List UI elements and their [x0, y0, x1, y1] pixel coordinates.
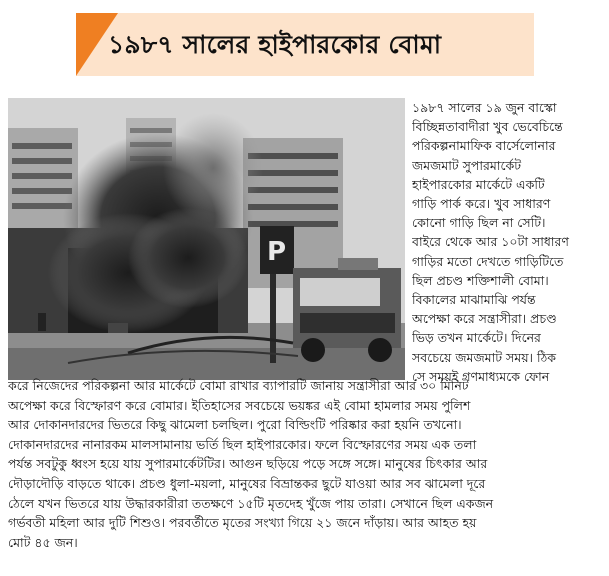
body-line: অপেক্ষা করে বিস্ফোরণ করে বোমার। ইতিহাসের সবচেয়ে ভয়ঙ্কর এই বোমা হামলার সময় পুলিশ [8, 397, 471, 413]
body-line: হাইপারকোর মার্কেটে একটি [412, 176, 545, 192]
body-line: বাইরে থেকে আর ১০টা সাধারণ [412, 234, 569, 250]
body-line: জমজমাট সুপারমার্কেট [412, 157, 522, 173]
body-line: মোট ৪৫ জন। [8, 534, 78, 550]
bombing-photo-drawing [8, 98, 405, 380]
body-line: ভিড় তখন মার্কেটে। দিনের [412, 330, 541, 346]
body-line: করে নিজেদের পরিকল্পনা আর মার্কেটে বোমা রাখার ব্যাপারটি জানায় সন্ত্রাসীরা আর ৩০ মিনিট [8, 378, 469, 393]
body-line: সবচেয়ে জমজমাট সময়। ঠিক [412, 349, 557, 365]
body-line: অপেক্ষা করে সন্ত্রাসীরা। প্রচণ্ড [412, 311, 557, 327]
article-body-column [412, 98, 604, 386]
body-line: সে সময়ই গণমাধ্যমকে ফোন [412, 368, 550, 384]
body-line: দৌড়াদৌড়ি বাড়তে থাকে। প্রচণ্ড ধুলা-ময়লা, মানুষের বিভ্রান্তকর ছুটে যাওয়া আর সব ঝামেলা দূরে [8, 475, 486, 491]
parking-sign-letter: P [267, 237, 287, 267]
article-title: ১৯৮৭ সালের হাইপারকোর বোমা [108, 30, 442, 59]
article-body-wide [8, 376, 604, 552]
body-line: কোনো গাড়ি ছিল না সেটি। [412, 215, 546, 231]
body-line: ছিল প্রচণ্ড শক্তিশালী বোমা। [412, 272, 549, 288]
body-line: পর্যন্ত সবটুকু ধ্বংস হয়ে যায় সুপারমার্কেটটির। আগুন ছড়িয়ে পড়ে সঙ্গে সঙ্গে। মানুষের চিৎকার আর [8, 456, 488, 472]
body-line: দোকানদারদের নানারকম মালসামানায় ভর্তি ছিল হাইপারকোর। ফলে বিস্ফোরণের সময় এক তলা [8, 436, 477, 452]
body-line: গাড়ি পার্ক করে। খুব সাধারণ [412, 196, 551, 212]
body-line: ঠেলে যখন ভিতরে যায় উদ্ধারকারীরা ততক্ষণে ১৫টি মৃতদেহ খুঁজে পায় তারা। সেখানে ছিল একজন [8, 495, 494, 511]
body-line: পরিকল্পনামাফিক বার্সেলোনার [412, 138, 556, 154]
body-line: বিকালের মাঝামাঝি পর্যন্ত [412, 292, 536, 308]
body-line: ১৯৮৭ সালের ১৯ জুন বাস্কো [412, 100, 557, 115]
body-line: গর্ভবতী মহিলা আর দুটি শিশুও। পরবর্তীতে মৃতের সংখ্যা গিয়ে ২১ জনে দাঁড়ায়। আর আহত হয় [8, 515, 477, 531]
bombing-photo [8, 98, 405, 380]
body-line: গাড়ির মতো দেখতে গাড়িটিতে [412, 253, 564, 269]
body-line: বিচ্ছিন্নতাবাদীরা খুব ভেবেচিন্তে [412, 119, 563, 135]
body-line: আর দোকানদারদের ভিতরে কিছু ঝামেলা চলছিল। পুরো বিল্ডিংটি পরিষ্কার করা হয়নি তখনো। [8, 417, 462, 433]
